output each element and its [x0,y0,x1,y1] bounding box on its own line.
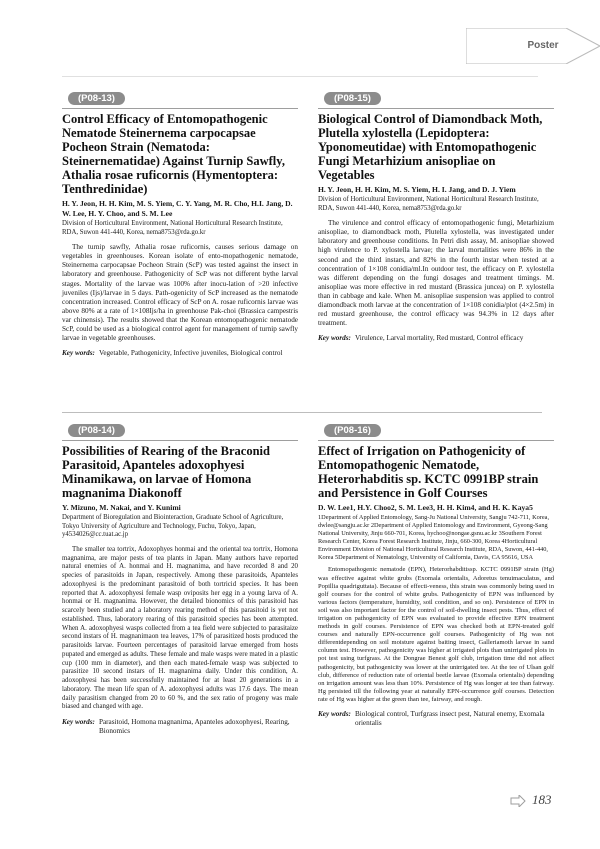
keywords-text: Virulence, Larval mortality, Red mustard, Control efficacy [354,334,524,343]
page-number: 183 [532,792,552,807]
abstract-p08-14 [62,420,298,820]
abstract-authors: D. W. Lee1, H.Y. Choo2, S. M. Lee3, H. H. Kim4, and H. K. Kaya5 [318,503,533,512]
top-rule [62,76,538,77]
abstract-keywords [318,334,554,343]
abstract-title: Possibilities of Rearing of the Braconid Parasitoid, Apanteles adoxophyesi Minamikawa, on larvae of Homona magnanima Diakonoff [62,444,270,500]
abstract-title: Control Efficacy of Entomopathogenic Nematode Steinernema carpocapsae Pocheon Strain (Nematoda: Steinernematidae) Against Turnip Sawfly, Athalia rosae ruficornis (Hymentoptera: Tenthredinidae) [62,112,285,196]
abstract-p08-13 [62,88,298,406]
abstract-id-bar [62,420,298,441]
abstract-keywords [318,710,554,728]
abstract-id-badge: (P08-16) [324,424,381,437]
abstract-p08-16 [318,420,554,820]
abstract-keywords [62,718,298,736]
abstract-id-bar [62,88,298,109]
abstract-id-badge: (P08-14) [68,424,125,437]
abstract-title: Biological Control of Diamondback Moth, Plutella xylostella (Lepidoptera: Yponomeutidae) with Entomopathogenic Fungi Metarhizium anisopliae on Vegetables [318,112,543,182]
abstract-authors: H. Y. Jeon, H. H. Kim, M. S. Yiem, C. Y. Yang, M. R. Cho, H.I. Jang, D. W. Lee, H. Y. Choo, and S. M. Lee [62,199,293,218]
page-footer [510,792,580,810]
abstract-affiliation: 1Department of Applied Entomology, Sang-Ju National University, Sangju 742-711, Korea, dwlee@sangju.ac.kr 2Department of Applied Entomology and Environment, Gyeong-Sang National University, Jinju 660-701, Korea, hychoo@nongae.gsnu.ac.kr 3Southern Forest Research Center, Korea Forest Research Institute, Jinju, 660-300, Korea 4Horticultural Environment Division of National Horticultural Research Institute, RDA, Suwon, 441-440, Korea 5Department of Nematology, University of California, Davis, CA 95616, USA [318,514,550,561]
keywords-label: Key words: [62,349,95,358]
abstract-p08-15 [318,88,554,406]
abstract-id-bar [318,420,554,441]
section-tab [466,28,600,64]
keywords-label: Key words: [62,718,95,727]
section-divider [62,412,542,413]
abstract-affiliation: Department of Bioregulation and Biointeraction, Graduate School of Agriculture, Tokyo University of Agriculture and Technology, Fuchu, Tokyo, Japan, y4534026@cc.tuat.ac.jp [62,514,284,539]
abstract-keywords [62,349,298,358]
keywords-label: Key words: [318,710,351,719]
section-tab-label: Poster [527,40,559,51]
abstract-id-bar [318,88,554,109]
keywords-text: Biological control, Turfgrass insect pest, Natural enemy, Exomala orientalis [354,710,545,728]
abstract-id-badge: (P08-13) [68,92,125,105]
keywords-text: Vegetable, Pathogenicity, Infective juveniles, Biological control [98,349,283,358]
abstract-affiliation: Division of Horticultural Environment, National Horticultural Research Institute, RDA, Suwon 441-440, Korea, nema8753@rda.go.kr [62,220,283,236]
abstract-body: The smaller tea tortrix, Adoxophyes honmai and the oriental tea tortrix, Homona magnanima, are major pests of tea plants in Japan. Many authors have reported natural enemies of A. honmai and H. magnanima, and have recorded 8 and 20 species of parasitoids in Japan, respectively. Among these parasitoids, Apanteles adoxophyesi is the predominant parasitoid of both tortricid species. It has been reported that A. adoxophyesi female wasp oviposits her egg in a young larva of A. honmai or H. magnanima. However, the detailed bionomics of this parasitoid has scarcely been studied and a laboratory rearing method of this parasitoid is yet not established. Thus, laboratory rearing of this parasitoid species has been attempted. When A. adoxophyesi wasps collected from a tea field were subjected to parasitaize second instars of H. magnanimaon tea leaves, 17% of parasitized hosts produced the parasitoids larvae. Fourteen percentages of parasitoid larvae emerged from hosts pupated and emerged as adults. These female and male wasps were mated in a plastic cup (100 mm in diameter), and then each mated-female wasp was subjected to parasitize 10 second instars of H. magnanima daily. Under this condition, A. adoxophyesi has been successfully maintained for at least 20 generations in a laboratory. The mean life span of A. adoxophyesi adults was 17.6 days. The mean daily parasitism changed from 20 to 60 %, and the sex ratio of progeny was male biased and changed with age. [62,545,298,711]
keywords-label: Key words: [318,334,351,343]
abstract-body: The turnip sawfly, Athalia rosae ruficornis, causes serious damage on vegetables in greenhouses. Korean isolate of ento-mopathogenic nematode, Steinernema carpocapsae Pocheon Strain (ScP) was tested against the insect in laboratory and greenhouse. Pathogenicity of ScP was not different bythe larval stages. Mortality of the larvae was 100% after inocu-lation of >20 infective juveniles (Ijs)/larvae in 5 days. Path-ogenicity of ScP increased as the nematode concentration increased. Control efficacy of ScP on A. rosae ruficornis larvae was above 80% at a rate of 1×108Ijs/ha in greenhouse Pak-choi (Brassica campestris var chinensis). The results showed that the Korean entomopathogenic nematode ScP, could be used as a biological control agent for management of turnip sawfly larvae in vegetable greenhouses. [62,243,298,343]
arrow-right-icon [510,795,526,807]
abstract-body: The virulence and control efficacy of entomopathogenic fungi, Metarhizium anisopliae, to diamondback moth, Plutella xylostella, was investigated under laboratory and greenhouse conditions. In Petri dish assay, M. anisopliae showed high virulence to P. xylostella larvae; the larval mortalities were 86% in the second and the third instars, and 82% in the fourth instar when tested at a concentration of 1×108 conidia/ml.In outdoor test, the efficacy on P. xylostella was different depending on the fungi dosages and treatment timings. M. anisopliae was more effective in red mustard (Brassica juncea) on P. xylostella than in cabbage and kale. When M. anisopliae suspension was applied to control diamondback moth larvae at the concentration of 1×108 conidia/plot (4×2.5m) in red mustard greenhouse, the control efficacy was 94.3% in 12 days after treatment. [318,219,554,328]
abstract-authors: Y. Mizuno, M. Nakai, and Y. Kunimi [62,503,181,512]
abstract-title: Effect of Irrigation on Pathogenicity of Entomopathogenic Nematode, Heterorhabditis sp. KCTC 0991BP strain and Persistence in Golf Courses [318,444,539,500]
abstract-id-badge: (P08-15) [324,92,381,105]
abstract-body: Entomopathogenic nematode (EPN), Heterorhabditissp. KCTC 0991BP strain (Hg) was effective against white grubs (Exomala orientalis, Adoretus tenuimaculatus, and Popillia quadriguttata). Because of effecti-veness, this strain was commonly being used in golf courses for the control of white grubs. Pathogenicity of EPN was influenced by various factors (temperature, humidity, soil condition, and so on). Persistence of EPN in soil was also important factor for the control of soil-dwelling insect pests. Thus, effect of irrigation on pathogenicity of EPN was evaluated to provide effective EPN treatment methods in golf courses. Persistence of EPN was checked both at EPN-treated golf courses and naturally EPN-occurrence golf courses. Pathogenicity of Hg was not differentdepending on soil moisture against baiting insect, Galleriamoth larvae in sand column test. However, pathogenicity was higher at irrigated plots than unirrigated plots in pot test using turfgrass. At the Dongrae Benest golf club, irrigation time did not affect pathogenicity, but pathogenicity was lower at the unirrigated tee. At the tee of Ulsan golf club, difference of reduction rate of oriental beetle larvae (Exomala orientalis) depending on irrigation amount was less than 10%. Persistence of Hg was longer at tee than fairway. Hg persisted till the following year at naturally EPN-occurrence golf courses. Detection rate of Hg was higher at the green than tee, fairway, and rough. [318,566,554,703]
abstract-affiliation: Division of Horticultural Environment, National Horticultural Research Institute, RDA, Suwon 441-440, Korea, nema8753@rda.go.kr [318,196,539,212]
abstract-authors: H. Y. Jeon, H. H. Kim, M. S. Yiem, H. I. Jang, and D. J. Yiem [318,185,516,194]
keywords-text: Parasitoid, Homona magnanima, Apanteles adoxophyesi, Rearing, Bionomics [98,718,290,736]
